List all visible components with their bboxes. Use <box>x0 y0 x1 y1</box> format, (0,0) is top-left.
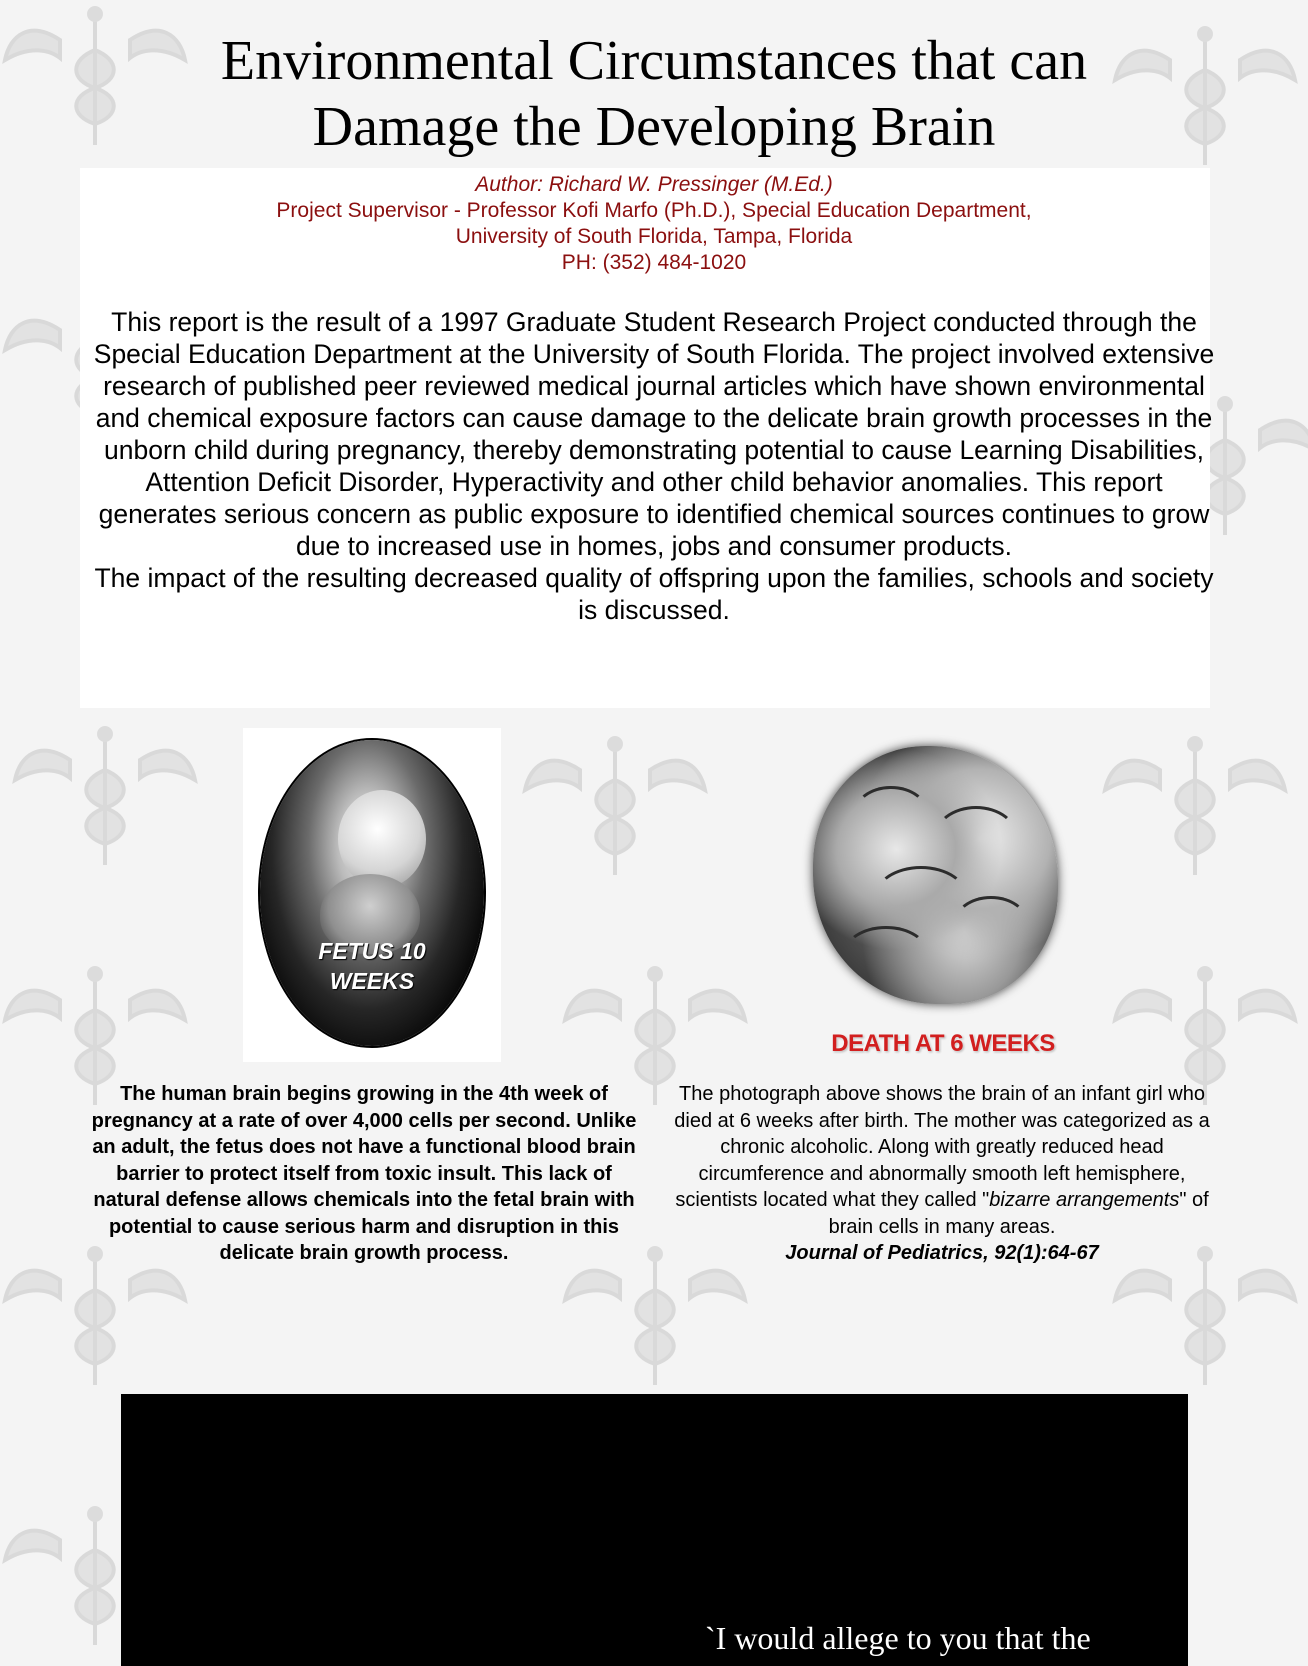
phone-line: PH: (352) 484-1020 <box>561 251 747 274</box>
fetus-label-line-1: FETUS 10 <box>318 938 426 964</box>
brain-fold <box>843 926 929 982</box>
brain-caption-after: " of brain cells in many areas. <box>828 1189 1209 1238</box>
page-title <box>0 28 1308 160</box>
fetus-image <box>243 728 501 1062</box>
brain-image <box>793 728 1093 1062</box>
fetus-label-line-2: WEEKS <box>329 968 415 994</box>
abstract-paragraph-1: This report is the result of a 1997 Graduate Student Research Project conducted through the Special Education Department at the University of South Florida. The project involved extensive research of published peer reviewed medical journal articles which have shown environmental and chemical exposure factors can cause damage to the delicate brain growth processes in the unborn child during pregnancy, thereby demonstrating potential to cause Learning Disabilities, Attention Deficit Disorder, Hyperactivity and other child behavior anomalies. This report generates serious concern as public exposure to identified chemical sources continues to grow due to increased use in homes, jobs and consumer products. <box>93 307 1215 561</box>
abstract <box>86 306 1222 626</box>
caduceus-icon <box>1100 730 1290 880</box>
title-line-1: Environmental Circumstances that can <box>220 30 1088 92</box>
brain-fold <box>953 896 1029 952</box>
fetus-caption: The human brain begins growing in the 4th week of pregnancy at a rate of over 4,000 cells per second. Unlike an adult, the fetus does not have a functional blood brain barrier to protect itself from toxic insult. This lack of natural defense allows chemicals into the fetal brain with potential to cause serious harm and disruption in this delicate brain growth process. <box>91 1083 637 1264</box>
fetus-head <box>338 790 426 888</box>
brain-fold <box>853 786 929 842</box>
fetus-photo-icon <box>260 740 484 1046</box>
quote-text: `I would allege to you that the <box>705 1620 1091 1656</box>
supervisor-line: Project Supervisor - Professor Kofi Marfo (Ph.D.), Special Education Department, <box>276 199 1032 222</box>
brain-caption-emphasis: bizarre arrangements <box>989 1189 1180 1211</box>
author-block <box>0 172 1308 276</box>
brain-caption <box>668 1081 1216 1267</box>
author-line: Author: Richard W. Pressinger (M.Ed.) <box>475 173 833 196</box>
brain-photo-icon <box>813 746 1058 1004</box>
caduceus-icon <box>10 720 200 870</box>
fetus-label <box>260 936 484 996</box>
brain-caption-before: The photograph above shows the brain of an infant girl who died at 6 weeks after birth. The mother was categorized as a chronic alcoholic. Along with greatly reduced head circumference and abnormally smooth left hemisphere, scientists located what they called " <box>674 1083 1210 1211</box>
quote-box <box>121 1394 1188 1666</box>
abstract-paragraph-2: The impact of the resulting decreased quality of offspring upon the families, schools and society is discussed. <box>94 563 1214 625</box>
journal-citation: Journal of Pediatrics, 92(1):64-67 <box>785 1242 1099 1264</box>
brain-fold <box>933 806 1019 872</box>
title-line-2: Damage the Developing Brain <box>312 96 996 158</box>
brain-caption-text <box>668 1081 1216 1240</box>
university-line: University of South Florida, Tampa, Florida <box>455 225 853 248</box>
brain-label: DEATH AT 6 WEEKS <box>831 1030 1055 1057</box>
caduceus-icon <box>520 730 710 880</box>
